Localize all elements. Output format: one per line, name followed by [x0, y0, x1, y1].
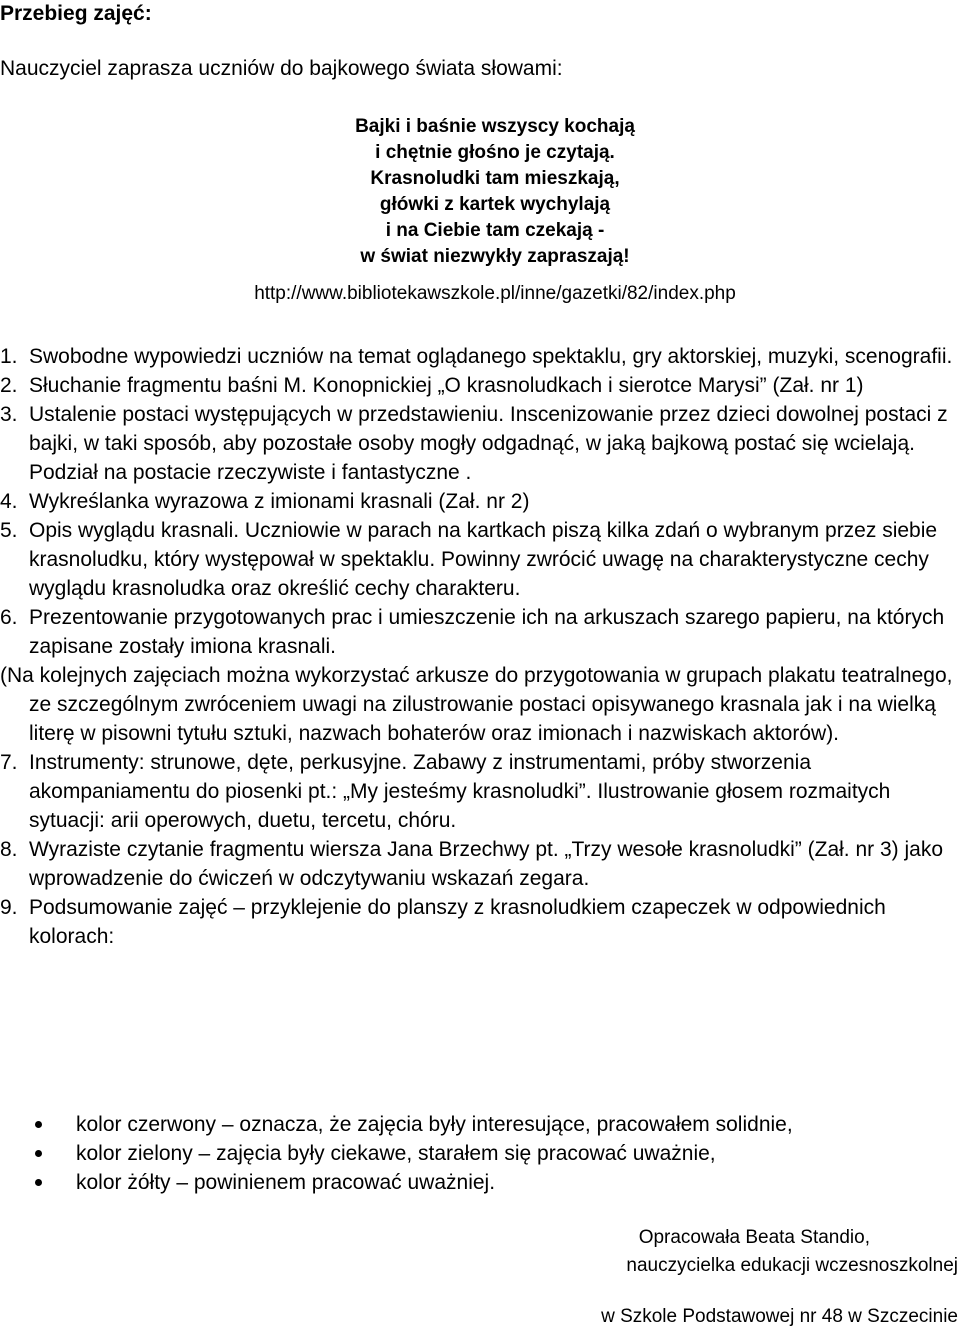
step-number: 1.: [0, 345, 18, 368]
step-text: Prezentowanie przygotowanych prac i umieszczenie ich na arkuszach szarego papieru, na których zapisane zostały imiona krasnali.: [29, 606, 945, 658]
intro-text: Nauczyciel zaprasza uczniów do bajkowego świata słowami:: [0, 57, 563, 80]
step-text: Wykreślanka wyrazowa z imionami krasnali (Zał. nr 2): [29, 490, 530, 513]
list-item: [0, 487, 955, 516]
author-school: w Szkole Podstawowej nr 48 w Szczecinie: [601, 1306, 958, 1327]
poem: [0, 114, 960, 270]
poem-line: Bajki i baśnie wszyscy kochają: [355, 116, 635, 137]
list-item: [0, 835, 955, 893]
bullet-text: kolor czerwony – oznacza, że zajęcia były interesujące, pracowałem solidnie,: [76, 1113, 793, 1136]
step-number: 4.: [0, 490, 18, 513]
list-item: [0, 748, 955, 835]
list-item: [0, 516, 955, 603]
list-item: [0, 603, 955, 661]
step-number: 9.: [0, 896, 18, 919]
step-text: Opis wyglądu krasnali. Uczniowie w parach na kartkach piszą kilka zdań o wybranym przez siebie krasnoludku, który występował w spektaklu. Powinny zwrócić uwagę na charakterystyczne cechy wyglądu krasnoludka oraz określić cechy charakteru.: [29, 519, 938, 600]
step-text: Słuchanie fragmentu baśni M. Konopnickiej „O krasnoludkach i sierotce Marysi” (Zał. nr 1): [29, 374, 864, 397]
step-text: Wyraziste czytanie fragmentu wiersza Jana Brzechwy pt. „Trzy wesołe krasnoludki” (Zał. nr 3) jako wprowadzenie do ćwiczeń w odczytywaniu wskazań zegara.: [29, 838, 944, 890]
step-number: 2.: [0, 374, 18, 397]
poem-line: główki z kartek wychylają: [379, 194, 611, 215]
step-number: 7.: [0, 751, 18, 774]
list-item: [0, 1139, 955, 1168]
poem-line: i chętnie głośno je czytają.: [375, 142, 615, 163]
page-heading: Przebieg zajęć:: [0, 2, 152, 25]
list-item: [0, 342, 955, 371]
bullet-icon: [35, 1121, 42, 1128]
list-item: [0, 1110, 955, 1139]
poem-line: w świat niezwykły zapraszają!: [360, 246, 630, 267]
step-text: Instrumenty: strunowe, dęte, perkusyjne. Zabawy z instrumentami, próby stworzenia akompaniamentu do piosenki pt.: „My jesteśmy krasnoludki”. Ilustrowanie głosem rozmaitych sytuacji: arii operowych, duetu, tercetu, chóru.: [29, 751, 891, 832]
note-paragraph: (Na kolejnych zajęciach można wykorzystać arkusze do przygotowania w grupach plakatu teatralnego, ze szczególnym zwróceniem uwagi na zilustrowanie postaci opisywanego krasnala jak i na wielką literę w pisowni tytułu sztuki, nazwach bohaterów oraz imionach i nazwiskach aktorów).: [0, 664, 953, 745]
list-item: [0, 371, 955, 400]
step-text: Podsumowanie zajęć – przyklejenie do planszy z krasnoludkiem czapeczek w odpowiednich kolorach:: [29, 896, 886, 948]
list-item: [0, 893, 955, 951]
poem-line: i na Ciebie tam czekają -: [385, 220, 605, 241]
list-item: [0, 400, 955, 487]
step-number: 3.: [0, 403, 18, 426]
step-number: 6.: [0, 606, 18, 629]
step-text: Ustalenie postaci występujących w przedstawieniu. Inscenizowanie przez dzieci dowolnej postaci z bajki, w taki sposób, aby pozostałe osoby mogły odgadnąć, w jaką bajkową postać się wcielają. Podział na postacie rzeczywiste i fantastyczne .: [29, 403, 948, 484]
author-role: nauczycielka edukacji wczesnoszkolnej: [626, 1255, 958, 1276]
bullet-icon: [35, 1150, 42, 1157]
step-number: 5.: [0, 519, 18, 542]
bullet-text: kolor zielony – zajęcia były ciekawe, starałem się pracować uważnie,: [76, 1142, 716, 1165]
list-item: [0, 1168, 955, 1197]
lesson-steps: [0, 342, 955, 951]
step-text: Swobodne wypowiedzi uczniów na temat oglądanego spektaklu, gry aktorskiej, muzyki, scenografii.: [29, 345, 953, 368]
poem-line: Krasnoludki tam mieszkają,: [370, 168, 620, 189]
step-number: 8.: [0, 838, 18, 861]
source-url: http://www.bibliotekawszkole.pl/inne/gazetki/82/index.php: [254, 283, 736, 304]
bullet-icon: [35, 1179, 42, 1186]
bullet-text: kolor żółty – powinienem pracować uważniej.: [76, 1171, 496, 1194]
color-bullets: [0, 1110, 955, 1197]
author-name: Opracowała Beata Standio,: [638, 1227, 870, 1248]
